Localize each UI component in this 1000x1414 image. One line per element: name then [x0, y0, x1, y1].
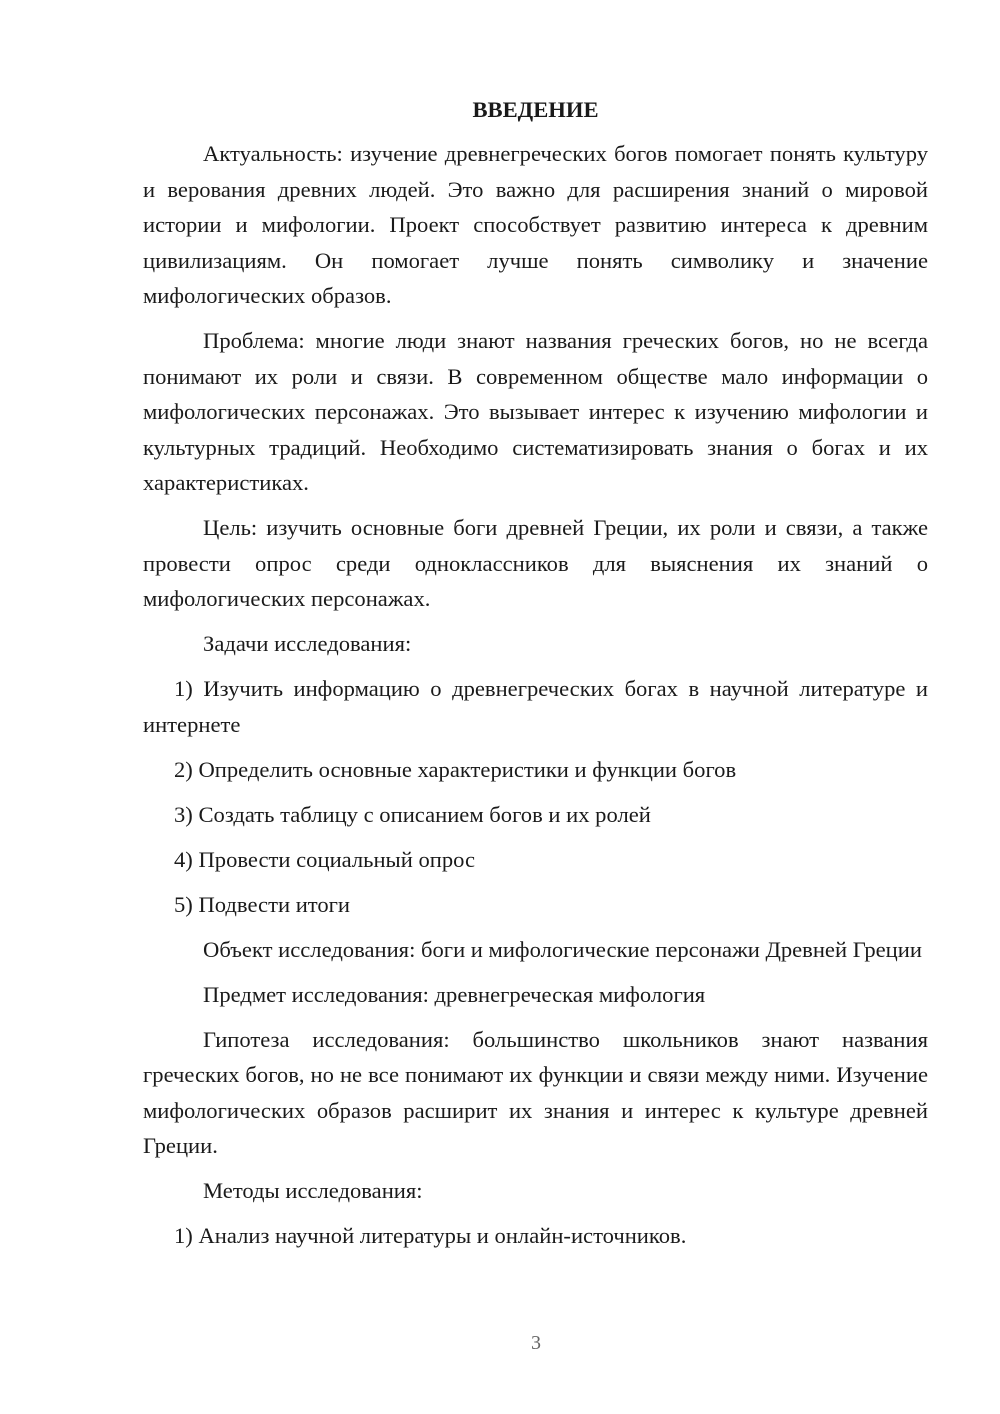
task-item-2: 2) Определить основные характеристики и функции богов — [174, 756, 737, 782]
object-paragraph: Объект исследования: боги и мифологические персонажи Древней Греции — [203, 936, 922, 962]
subject-paragraph: Предмет исследования: древнегреческая мифология — [203, 981, 706, 1007]
task-item-1: 1) Изучить информацию о древнегреческих богах в научной литературе и интернете — [143, 676, 928, 737]
section-title: ВВЕДЕНИЕ — [472, 97, 599, 122]
tasks-heading: Задачи исследования: — [203, 631, 412, 656]
relevance-paragraph: Актуальность: изучение древнегреческих богов помогает понять культуру и верования древних людей. Это важно для расширения знаний о мировой истории и мифологии. Проект способствует развитию интереса к древним цивилизациям. Он помогает лучше понять символику и значение мифологических образов. — [143, 141, 928, 308]
methods-heading: Методы исследования: — [203, 1178, 423, 1203]
task-item-4: 4) Провести социальный опрос — [174, 846, 476, 872]
task-item-3: 3) Создать таблицу с описанием богов и их ролей — [174, 801, 651, 827]
problem-paragraph: Проблема: многие люди знают названия греческих богов, но не всегда понимают их роли и связи. В современном обществе мало информации о мифологических персонажах. Это вызывает интерес к изучению мифологии и культурных традиций. Необходимо систематизировать знания о богах и их характеристиках. — [143, 328, 928, 495]
goal-paragraph: Цель: изучить основные боги древней Греции, их роли и связи, а также провести опрос среди одноклассников для выяснения их знаний о мифологических персонажах. — [143, 515, 928, 611]
method-item-1: 1) Анализ научной литературы и онлайн-источников. — [174, 1223, 687, 1248]
document-body — [143, 92, 928, 1263]
hypothesis-paragraph: Гипотеза исследования: большинство школьников знают названия греческих богов, но не все понимают их функции и связи между ними. Изучение мифологических образов расширит их знания и интерес к культуре древней Греции. — [143, 1026, 928, 1158]
page-number: 3 — [531, 1332, 541, 1354]
task-item-5: 5) Подвести итоги — [174, 891, 351, 917]
